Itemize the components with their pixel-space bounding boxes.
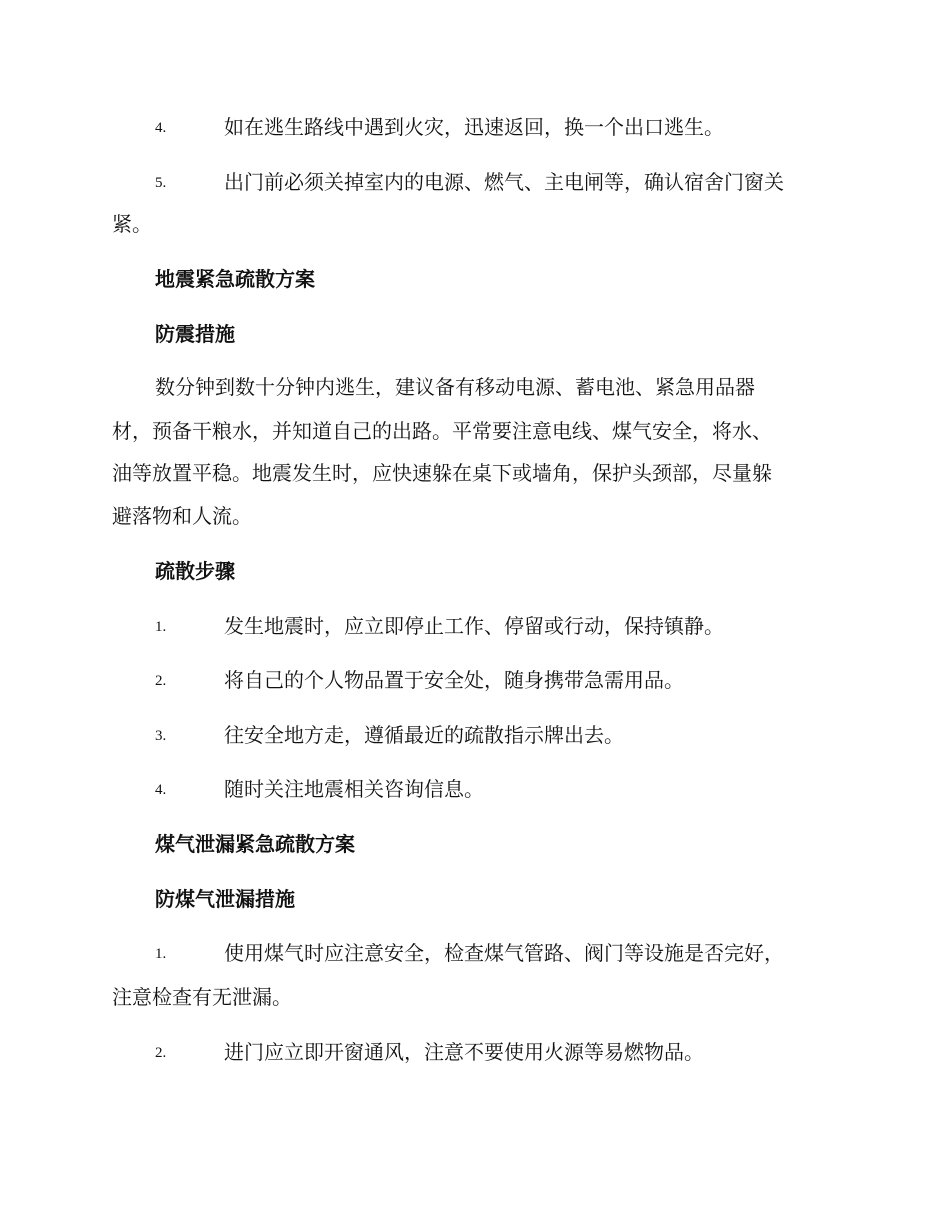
list-number: 2. <box>155 673 167 689</box>
list-number: 5. <box>155 175 167 191</box>
list-text: 使用煤气时应注意安全，检查煤气管路、阀门等设施是否完好， <box>224 941 784 965</box>
list-text: 进门应立即开窗通风，注意不要使用火源等易燃物品。 <box>224 1040 704 1064</box>
list-text: 发生地震时，应立即停止工作、停留或行动，保持镇静。 <box>224 614 724 638</box>
paragraph-line: 避落物和人流。 <box>112 504 252 528</box>
subsection-heading: 防震措施 <box>155 322 235 346</box>
list-text: 往安全地方走，遵循最近的疏散指示牌出去。 <box>224 723 624 747</box>
list-number: 4. <box>155 782 167 798</box>
paragraph-line: 数分钟到数十分钟内逃生，建议备有移动电源、蓄电池、紧急用品器 <box>155 375 755 399</box>
section-heading: 煤气泄漏紧急疏散方案 <box>155 832 355 856</box>
subsection-heading: 疏散步骤 <box>155 559 235 583</box>
list-number: 3. <box>155 728 167 744</box>
list-text: 随时关注地震相关咨询信息。 <box>224 777 484 801</box>
list-number: 1. <box>155 619 167 635</box>
list-text: 将自己的个人物品置于安全处，随身携带急需用品。 <box>224 668 684 692</box>
list-number: 2. <box>155 1045 167 1061</box>
subsection-heading: 防煤气泄漏措施 <box>155 887 295 911</box>
list-number: 4. <box>155 120 167 136</box>
list-text-continuation: 紧。 <box>112 212 152 236</box>
paragraph-line: 材，预备干粮水，并知道自己的出路。平常要注意电线、煤气安全，将水、 <box>112 419 772 443</box>
paragraph-line: 油等放置平稳。地震发生时，应快速躲在桌下或墙角，保护头颈部，尽量躲 <box>112 461 772 485</box>
list-text: 如在逃生路线中遇到火灾，迅速返回，换一个出口逃生。 <box>224 115 724 139</box>
list-text: 出门前必须关掉室内的电源、燃气、主电闸等，确认宿舍门窗关 <box>224 170 784 194</box>
section-heading: 地震紧急疏散方案 <box>155 267 315 291</box>
list-text-continuation: 注意检查有无泄漏。 <box>112 985 292 1009</box>
list-number: 1. <box>155 946 167 962</box>
